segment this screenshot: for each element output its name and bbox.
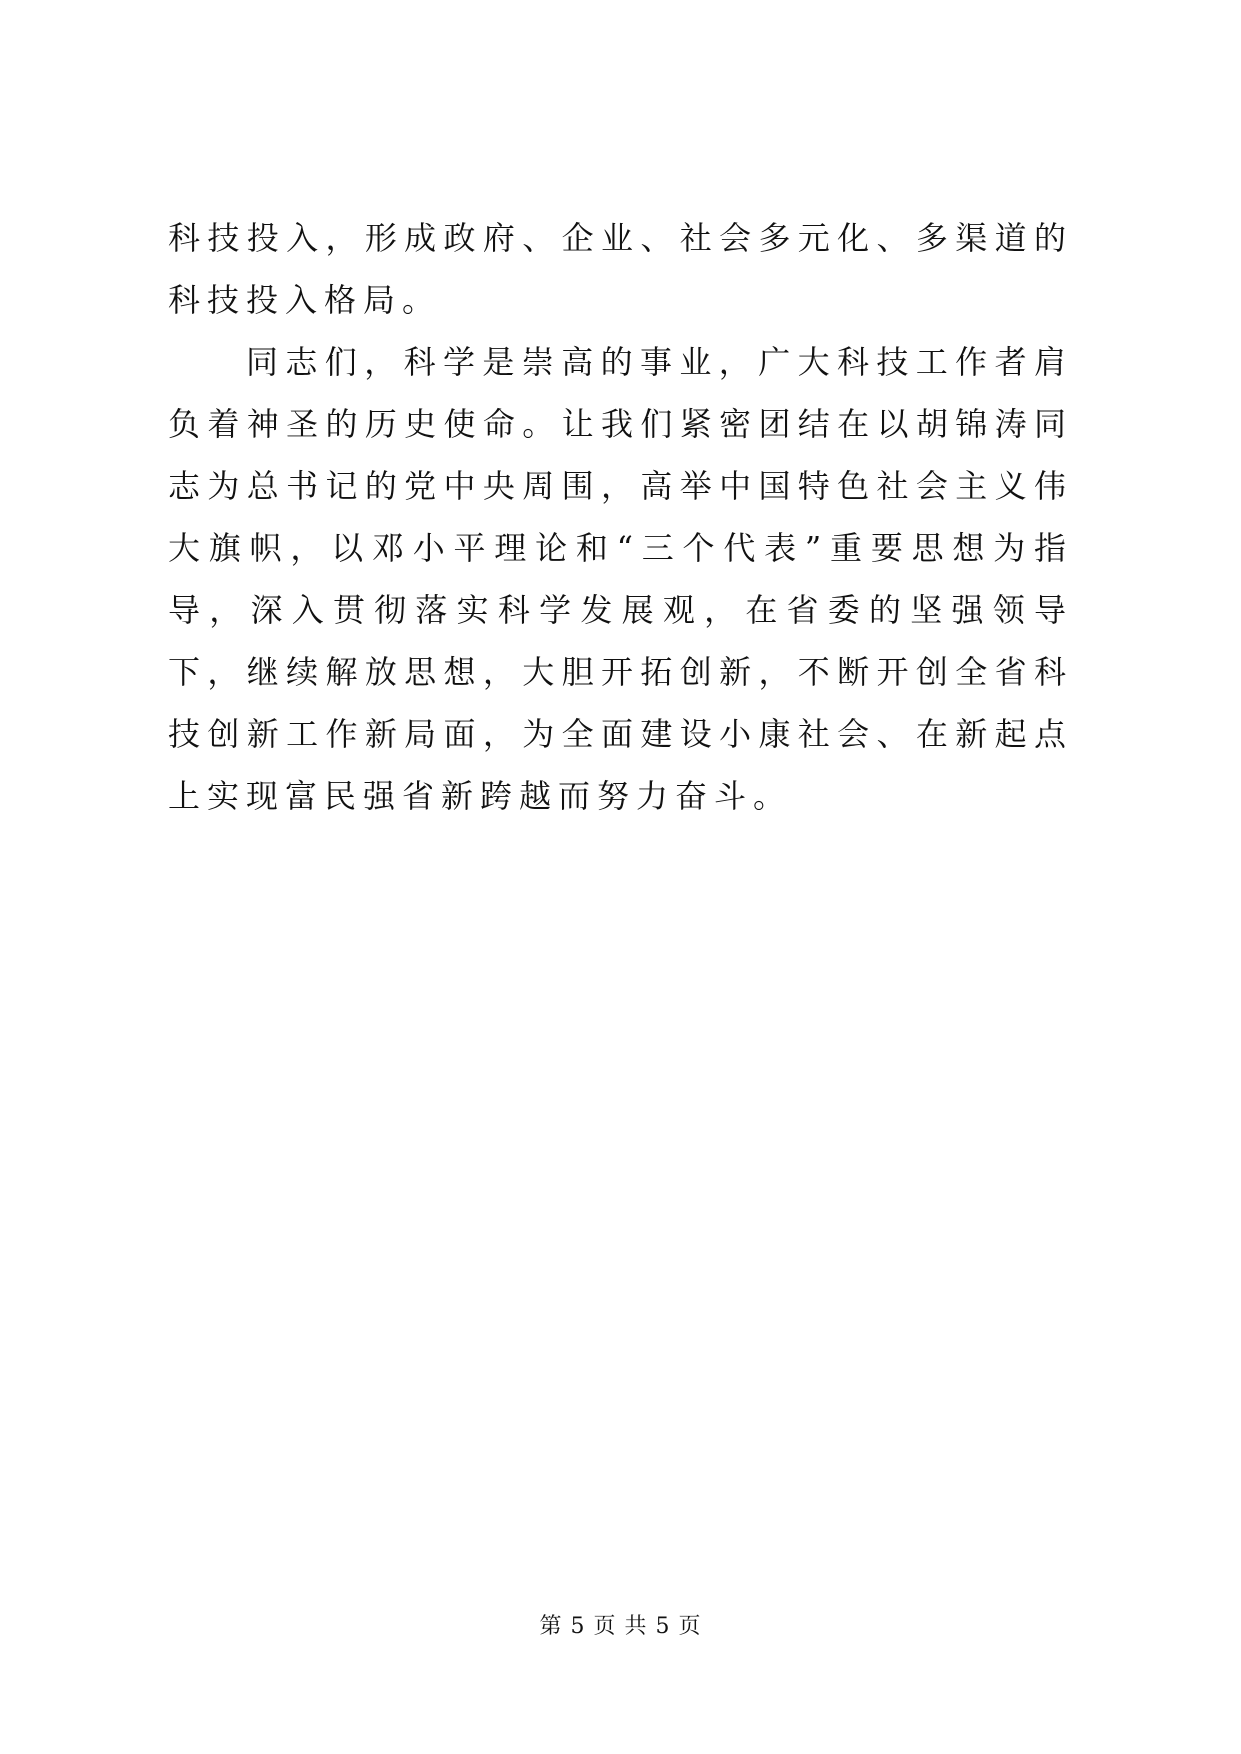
paragraph-closing-remarks: 同志们，科学是崇高的事业，广大科技工作者肩负着神圣的历史使命。让我们紧密团结在以胡锦涛同志为总书记的党中央周围，高举中国特色社会主义伟大旗帜，以邓小平理论和“三个代表”重要思想为指导，深入贯彻落实科学发展观，在省委的坚强领导下，继续解放思想，大胆开拓创新，不断开创全省科技创新工作新局面，为全面建设小康社会、在新起点上实现富民强省新跨越而努力奋斗。 [168, 343, 1073, 815]
paragraph-continuation: 科技投入，形成政府、企业、社会多元化、多渠道的科技投入格局。 [168, 219, 1073, 319]
body-text [168, 207, 1073, 827]
page-number-footer: 第 5 页 共 5 页 [539, 1614, 702, 1639]
